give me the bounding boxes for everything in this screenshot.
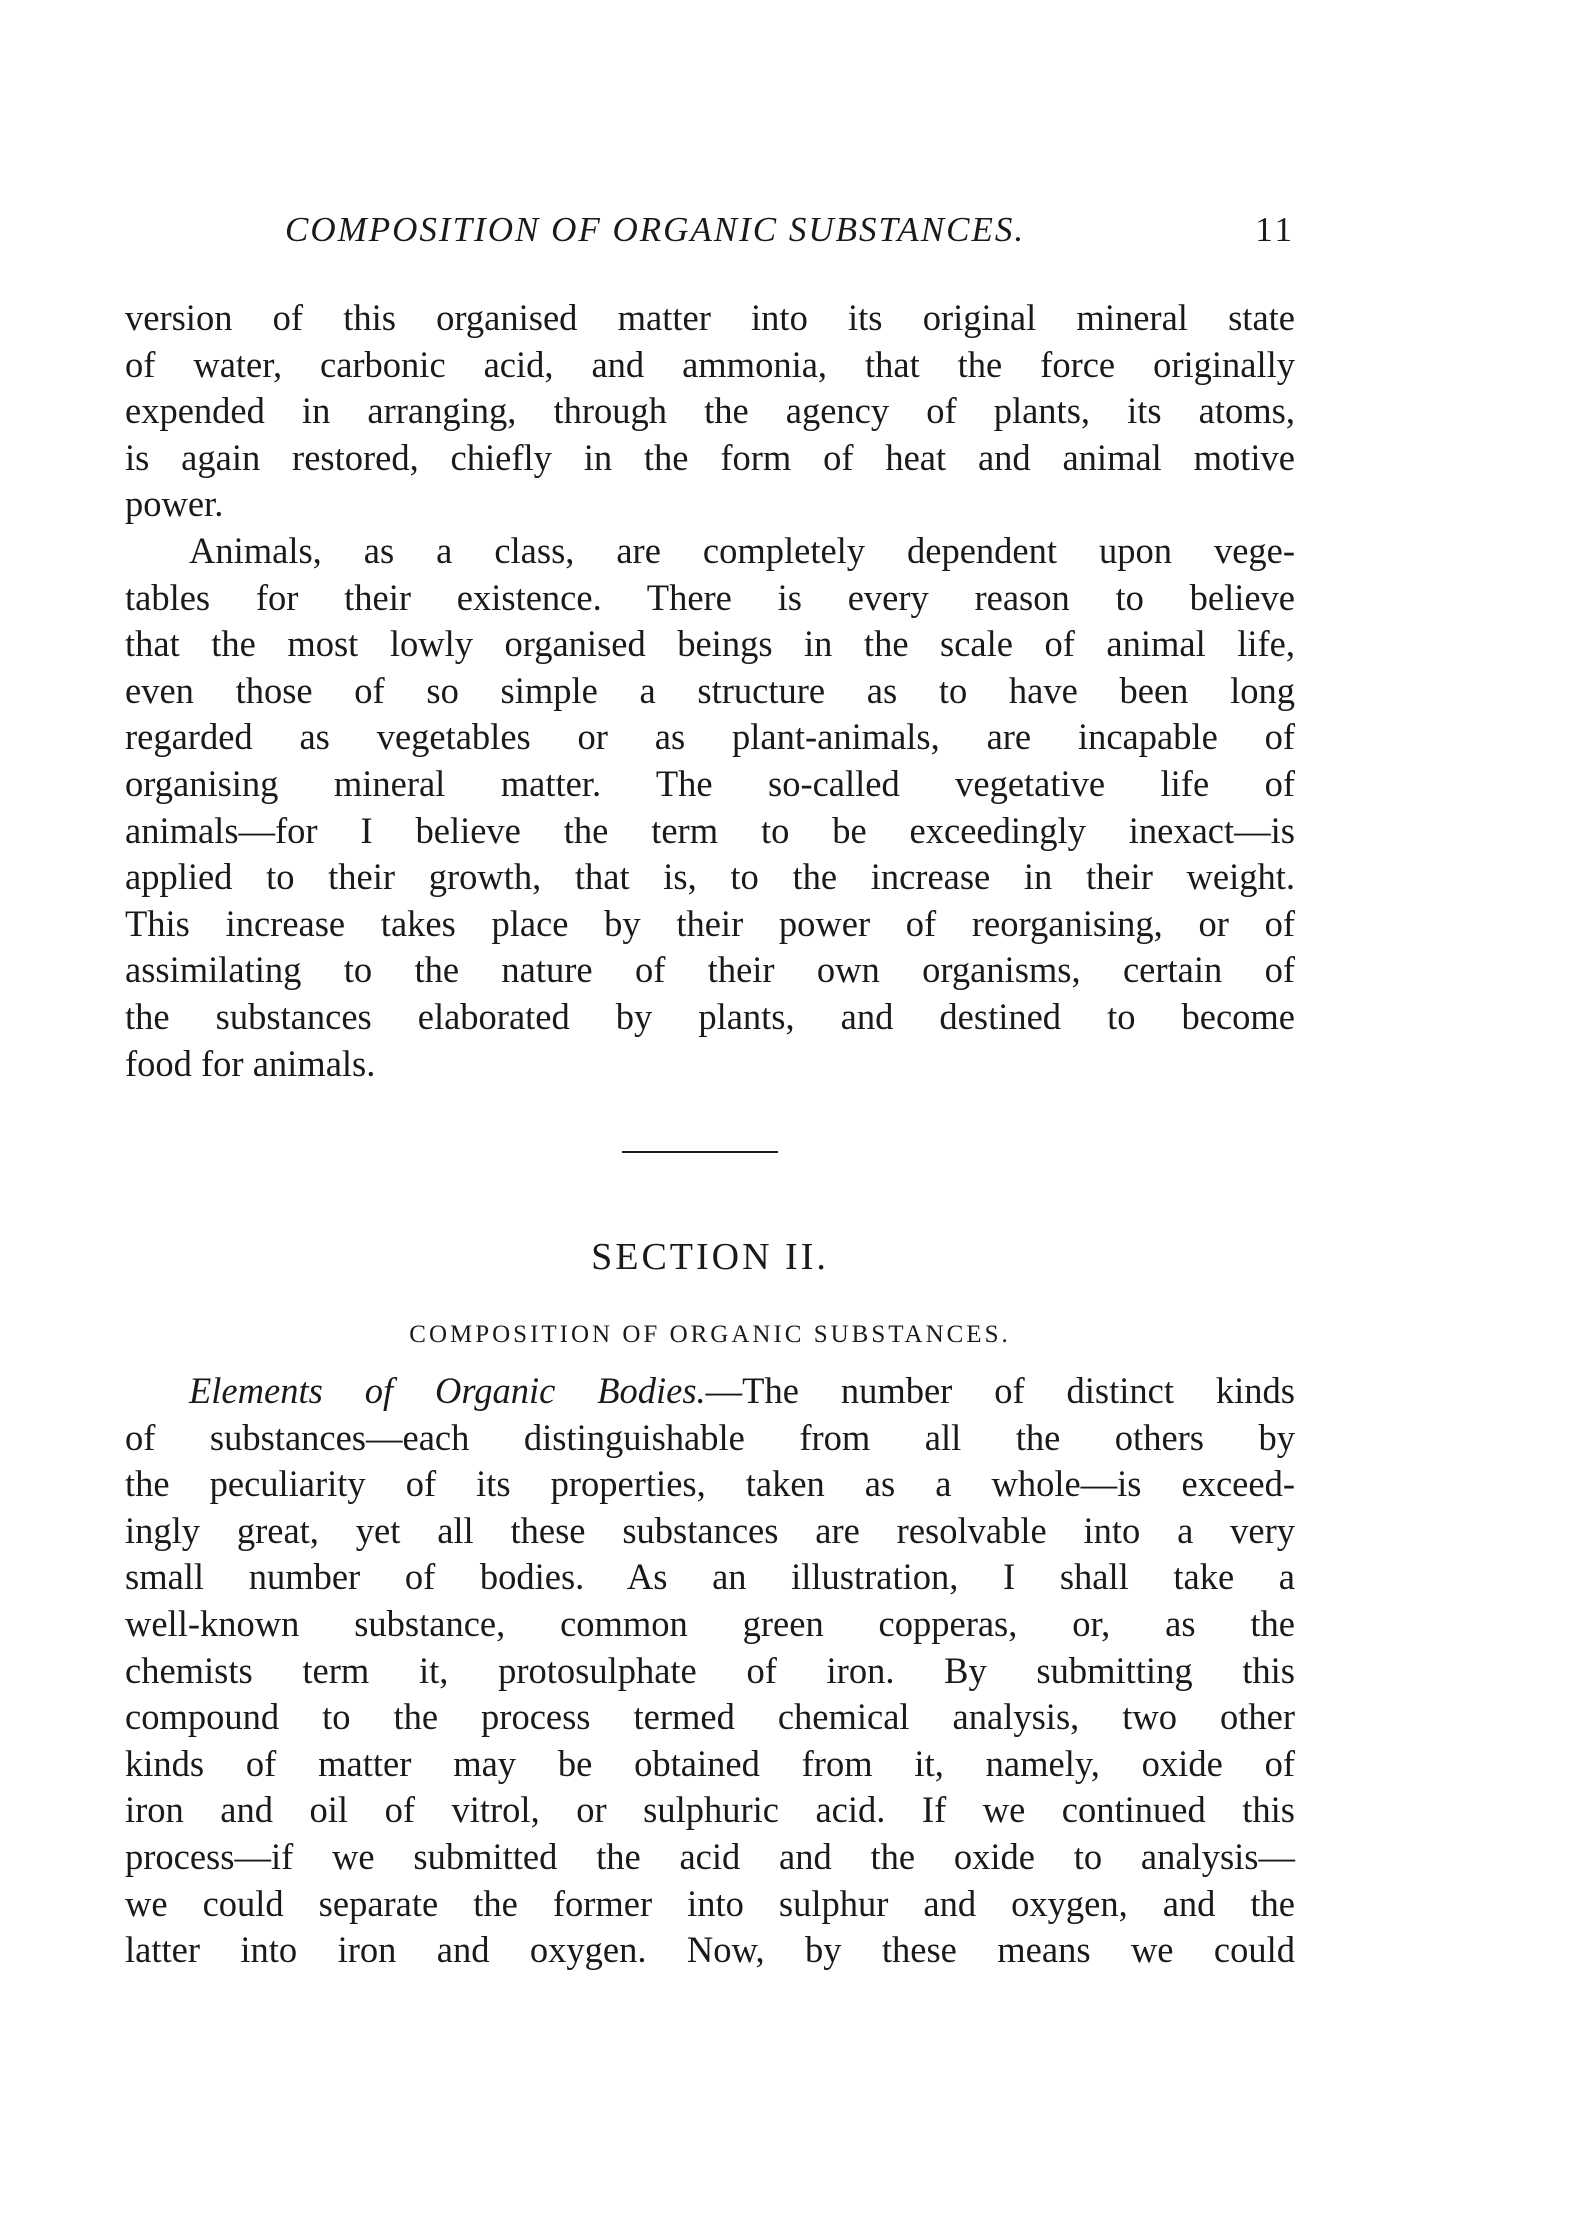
text-line: assimilating to the nature of their own organisms, certain of bbox=[125, 949, 1295, 991]
text-line: power. bbox=[125, 483, 224, 525]
section-divider-rule bbox=[622, 1151, 778, 1153]
text-line: the substances elaborated by plants, and destined to become bbox=[125, 995, 1295, 1037]
text-line: organising mineral matter. The so-called vegetative life of bbox=[125, 762, 1295, 804]
paragraph-continuation bbox=[125, 295, 1295, 528]
text-line: is again restored, chiefly in the form of heat and animal motive bbox=[125, 436, 1295, 478]
text-line: version of this organised matter into its original mineral state bbox=[125, 297, 1295, 338]
paragraph-animals bbox=[125, 528, 1295, 1087]
text-line: chemists term it, protosulphate of iron. By submitting this bbox=[125, 1649, 1295, 1691]
section-subheading: COMPOSITION OF ORGANIC SUBSTANCES. bbox=[409, 1321, 1011, 1348]
text-line: well-known substance, common green copperas, or, as the bbox=[125, 1602, 1295, 1644]
text-line: animals—for I believe the term to be exceedingly inexact—is bbox=[125, 809, 1295, 851]
text-line-first bbox=[125, 1368, 1295, 1415]
text-line: ingly great, yet all these substances are resolvable into a very bbox=[125, 1509, 1295, 1551]
text-line: of water, carbonic acid, and ammonia, that the force originally bbox=[125, 343, 1295, 385]
section-heading: SECTION II. bbox=[591, 1236, 829, 1278]
text-line: small number of bodies. As an illustration, I shall take a bbox=[125, 1556, 1295, 1598]
text-line: iron and oil of vitrol, or sulphuric acid. If we continued this bbox=[125, 1789, 1295, 1831]
text-line: kinds of matter may be obtained from it, namely, oxide of bbox=[125, 1742, 1295, 1784]
text-line: latter into iron and oxygen. Now, by these means we could bbox=[125, 1929, 1295, 1971]
text-line: This increase takes place by their power of reorganising, or of bbox=[125, 902, 1295, 944]
text-line: that the most lowly organised beings in the scale of animal life, bbox=[125, 623, 1295, 665]
page-number: 11 bbox=[1255, 210, 1295, 249]
paragraph-elements bbox=[125, 1368, 1295, 1974]
text-line: tables for their existence. There is every reason to believe bbox=[125, 576, 1295, 618]
text-line: Animals, as a class, are completely dependent upon vege- bbox=[189, 530, 1295, 571]
text-line: even those of so simple a structure as to have been long bbox=[125, 669, 1295, 711]
text-line: compound to the process termed chemical analysis, two other bbox=[125, 1696, 1295, 1738]
running-head bbox=[125, 208, 1295, 252]
text-line: expended in arranging, through the agency of plants, its atoms, bbox=[125, 390, 1295, 432]
text-line: of substances—each distinguishable from all the others by bbox=[125, 1416, 1295, 1458]
running-title: COMPOSITION OF ORGANIC SUBSTANCES. bbox=[285, 210, 1026, 249]
first-line-rest: —The number of distinct kinds bbox=[705, 1370, 1295, 1411]
italic-lead: Elements of Organic Bodies. bbox=[189, 1370, 706, 1411]
text-line: food for animals. bbox=[125, 1042, 376, 1084]
text-line: process—if we submitted the acid and the oxide to analysis— bbox=[125, 1835, 1295, 1877]
text-line: applied to their growth, that is, to the increase in their weight. bbox=[125, 856, 1295, 898]
text-line: regarded as vegetables or as plant-animals, are incapable of bbox=[125, 716, 1295, 758]
text-line: we could separate the former into sulphur and oxygen, and the bbox=[125, 1882, 1295, 1924]
text-line: the peculiarity of its properties, taken as a whole—is exceed- bbox=[125, 1463, 1295, 1505]
